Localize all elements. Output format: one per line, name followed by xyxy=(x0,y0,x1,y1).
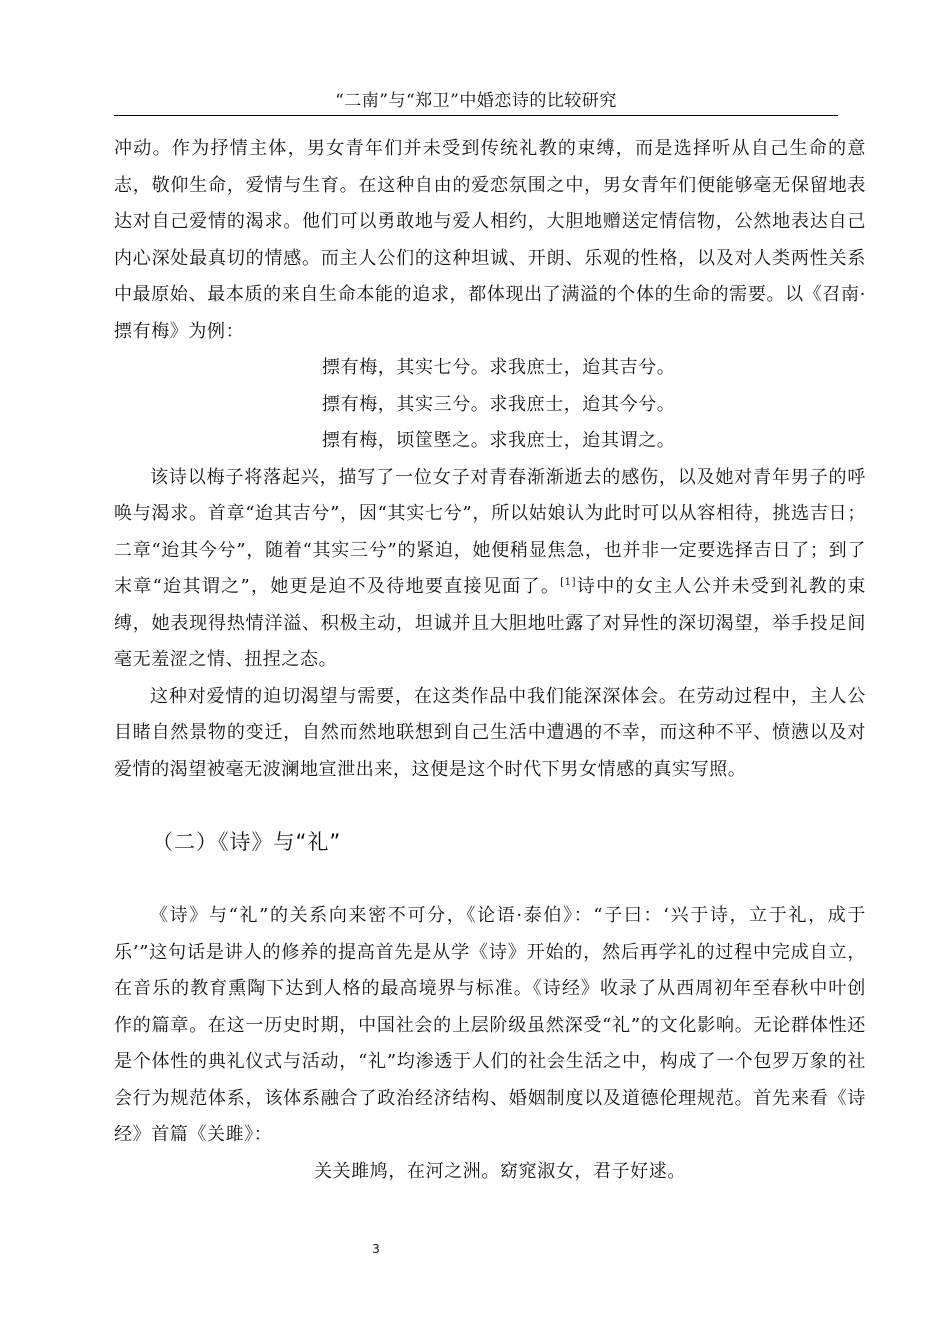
poem-line: 关关雎鸠，在河之洲。窈窕淑女，君子好逑。 xyxy=(314,1160,686,1182)
body-block-2 xyxy=(114,898,866,1190)
paragraph-text: 该诗以梅子将落起兴，描写了一位女子对青春渐渐逝去的感伤，以及她对青年男子的呼唤与渴求。首章“迨其吉兮”，因“其实七兮”，所以姑娘认为此时可以从容相待，挑选吉日；二章“迨其今兮”，随着“其实三兮”的紧迫，她便稍显焦急，也并非一定要选择吉日了；到了末章“迨其谓之”，她更是迫不及待地要直接见面了。 xyxy=(114,466,866,597)
poem-line: 摽有梅，其实三兮。求我庶士，迨其今兮。 xyxy=(322,393,676,415)
paragraph: 冲动。作为抒情主体，男女青年们并未受到传统礼教的束缚，而是选择听从自己生命的意志，敬仰生命，爱情与生育。在这种自由的爱恋氛围之中，男女青年们便能够毫无保留地表达对自己爱情的渴求。他们可以勇敢地与爱人相约，大胆地赠送定情信物，公然地表达自己内心深处最真切的情感。而主人公们的这种坦诚、开朗、乐观的性格，以及对人类两性关系中最原始、最本质的来自生命本能的追求，都体现出了满溢的个体的生命的需要。以《召南·摽有梅》为例： xyxy=(114,138,866,342)
running-header-title: “二南”与“郑卫”中婚恋诗的比较研究 xyxy=(335,91,617,111)
paragraph xyxy=(114,460,866,679)
paragraph: 这种对爱情的迫切渴望与需要，在这类作品中我们能深深体会。在劳动过程中，主人公目睹自然景物的变迁，自然而然地联想到自己生活中遭遇的不幸，而这种不平、愤懑以及对爱情的渴望被毫无波澜地宣泄出来，这便是这个时代下男女情感的真实写照。 xyxy=(114,685,866,780)
paragraph: 《诗》与“礼”的关系向来密不可分，《论语·泰伯》：“子曰：‘兴于诗，立于礼，成于乐’”这句话是讲人的修养的提高首先是从学《诗》开始的，然后再学礼的过程中完成自立，在音乐的教育熏陶下达到人格的最高境界与标准。《诗经》收录了从西周初年至春秋中叶创作的篇章。在这一历史时期，中国社会的上层阶级虽然深受“礼”的文化影响。无论群体性还是个体性的典礼仪式与活动，“礼”均渗透于人们的社会生活之中，构成了一个包罗万象的社会行为规范体系，该体系融合了政治经济结构、婚姻制度以及道德伦理规范。首先来看《诗经》首篇《关雎》： xyxy=(114,905,866,1145)
header-rule xyxy=(114,115,838,116)
poem-line: 摽有梅，顷筐塈之。求我庶士，迨其谓之。 xyxy=(322,430,676,451)
footnote-reference: [1] xyxy=(560,577,577,588)
poem-line: 摽有梅，其实七兮。求我庶士，迨其吉兮。 xyxy=(322,357,676,378)
page-number: 3 xyxy=(372,1242,380,1256)
body-block-1 xyxy=(114,131,866,788)
paragraph-text: 诗中的女主人公并未受到礼教的束缚，她表现得热情洋溢、积极主动，坦诚并且大胆地吐露了对异性的深切渴望，举手投足间毫无羞涩之情、扭捏之态。 xyxy=(114,576,866,670)
section-heading: （二）《诗》与“礼” xyxy=(152,830,342,854)
